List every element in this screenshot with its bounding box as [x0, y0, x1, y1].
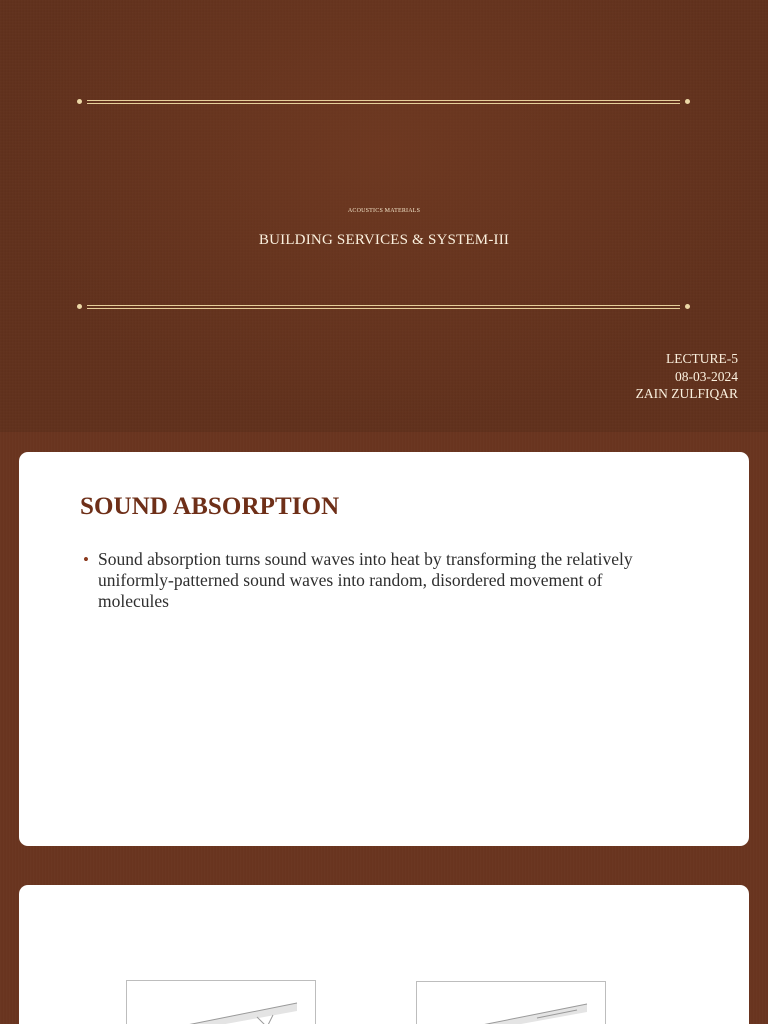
- bullet-text: Sound absorption turns sound waves into heat by transforming the relatively uniformly-patterned sound waves into random, disordered movement of molecules: [98, 549, 633, 611]
- next-slide: [19, 885, 749, 1024]
- content-slide: [19, 452, 749, 846]
- bullet-item: [83, 549, 658, 612]
- decorative-rule-top: [79, 100, 688, 106]
- presentation-meta: [636, 350, 738, 403]
- figure-thumbnail-2: [416, 981, 606, 1024]
- decorative-rule-bottom: [79, 305, 688, 311]
- author-name: ZAIN ZULFIQAR: [635, 386, 738, 401]
- presentation-title: BUILDING SERVICES & SYSTEM-III: [258, 232, 510, 248]
- figure-drawing-2: [417, 982, 605, 1024]
- slide-heading: SOUND ABSORPTION: [80, 493, 340, 520]
- title-slide: [0, 0, 768, 432]
- slide-kicker: ACOUSTICS MATERIALS: [347, 208, 421, 214]
- lecture-date: 08-03-2024: [675, 368, 738, 384]
- lecture-number: LECTURE-5: [666, 351, 738, 366]
- figure-thumbnail-1: [126, 980, 316, 1024]
- figure-drawing-1: [127, 981, 315, 1024]
- bullet-marker: •: [83, 550, 89, 569]
